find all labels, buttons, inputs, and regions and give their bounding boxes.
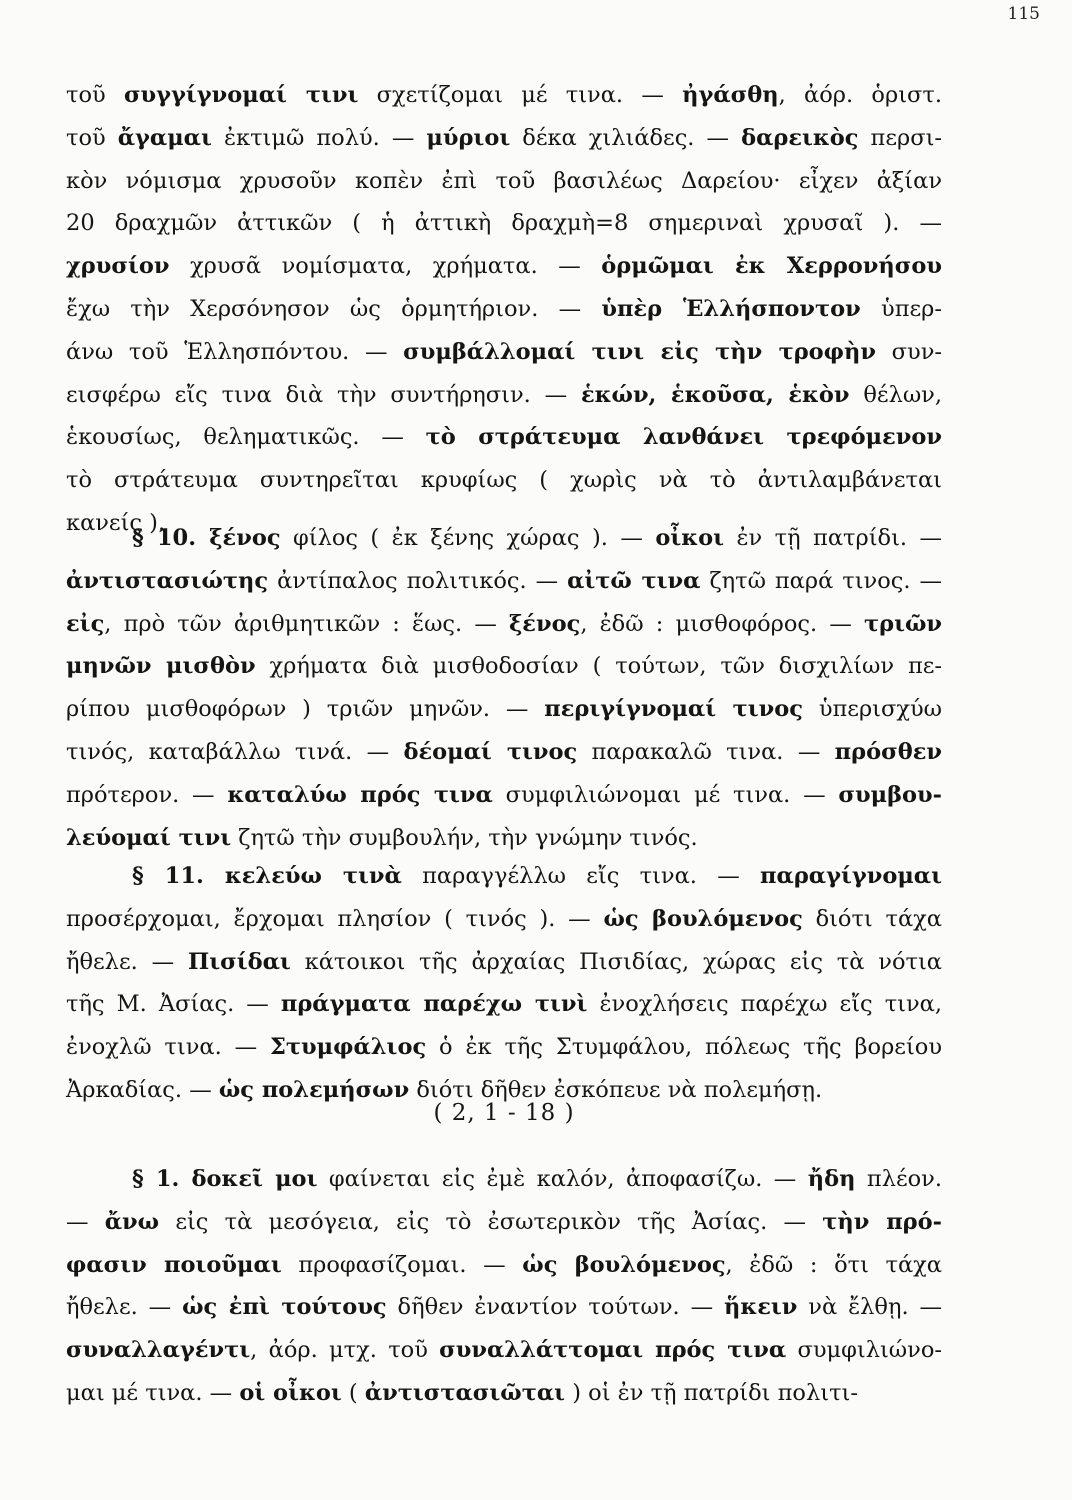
lemma: ὑπὲρ Ἑλλήσποντον xyxy=(601,295,861,322)
lemma: λεύομαί τινι xyxy=(66,824,232,851)
lemma: Στυμφάλιος xyxy=(269,1034,427,1061)
text-line xyxy=(66,645,942,688)
page-number: 115 xyxy=(1007,4,1040,24)
lemma: δέομαί τινος xyxy=(403,738,578,765)
gloss-text: , ἀόρ. μτχ. τοῦ xyxy=(250,1337,440,1364)
gloss-text: εισφέρω εἴς τινα διὰ τὴν συντήρησιν. — xyxy=(66,381,581,408)
lemma: παραγίγνομαι xyxy=(760,863,942,889)
lemma: μηνῶν μισθὸν xyxy=(66,653,256,680)
lemma: ἄνω xyxy=(104,1208,160,1235)
lemma: πράγματα παρέχω τινὶ xyxy=(280,991,588,1018)
text-line xyxy=(66,245,942,288)
gloss-text: ζητῶ τὴν συμβουλήν, τὴν γνώμην τινός. xyxy=(231,824,698,851)
text-line xyxy=(66,517,942,560)
gloss-text: Ἀρκαδίας. — xyxy=(66,1076,219,1103)
gloss-text: σχετίζομαι μέ τινα. — xyxy=(358,82,683,108)
gloss-text: ρίπου μισθοφόρων ) τριῶν μηνῶν. — xyxy=(66,696,545,723)
gloss-text: ἐνοχλήσεις παρέχω εἴς τινα, xyxy=(587,991,942,1018)
lemma: συναλλαγέντι xyxy=(66,1337,251,1364)
gloss-text: προφασίζομαι. — xyxy=(281,1251,523,1278)
lemma: φασιν ποιοῦμαι xyxy=(66,1251,282,1278)
text-line xyxy=(66,74,942,117)
text-line xyxy=(66,941,942,984)
glossary-section-11 xyxy=(66,855,942,1112)
text-line xyxy=(66,817,942,860)
lemma: ἤδη xyxy=(807,1166,856,1192)
text-line xyxy=(66,688,942,731)
lemma: τριῶν xyxy=(863,610,942,637)
gloss-text: συμφιλιώνο- xyxy=(786,1337,942,1364)
gloss-text: ὑπερισχύω xyxy=(803,696,943,723)
lemma: ξένος xyxy=(209,525,281,551)
text-line xyxy=(66,1244,942,1287)
lemma: ἀντιστασιώτης xyxy=(66,567,269,594)
lemma: ὡς βουλόμενος xyxy=(522,1251,726,1278)
gloss-text: 20 δραχμῶν ἀττικῶν ( ἡ ἀττικὴ δραχμὴ=8 σημεριναὶ χρυσαῖ ). — xyxy=(66,210,942,237)
text-line xyxy=(66,331,942,374)
gloss-text: ) οἱ ἐν τῇ πατρίδι πολιτι- xyxy=(565,1379,858,1406)
gloss-text: προσέρχομαι, ἔρχομαι πλησίον ( τινός ). — xyxy=(66,905,604,932)
lemma: συγγίγνομαί τινι xyxy=(123,82,359,108)
lemma: δαρεικὸς xyxy=(741,124,859,151)
lemma: Πισίδαι xyxy=(187,948,291,975)
text-line xyxy=(66,117,942,160)
lemma: καταλύω πρός τινα xyxy=(227,781,493,808)
gloss-text: κάτοικοι τῆς ἀρχαίας Πισιδίας, χώρας εἰς τὰ νότια xyxy=(290,948,942,975)
text-line xyxy=(66,160,942,203)
gloss-text: ἤθελε. — xyxy=(66,948,188,975)
lemma: ὡς ἐπὶ τούτους xyxy=(182,1294,387,1321)
gloss-text: τοῦ xyxy=(66,124,118,151)
lemma: ὡς πολεμήσων xyxy=(218,1076,410,1103)
gloss-text: δέκα χιλιάδες. — xyxy=(510,124,742,151)
lemma: χρυσίον xyxy=(66,253,170,280)
gloss-text: θέλων, xyxy=(849,381,943,408)
text-line xyxy=(66,983,942,1026)
gloss-text: — xyxy=(66,1208,105,1235)
lemma: ἄγαμαι xyxy=(117,124,212,151)
lemma: ξένος xyxy=(508,610,581,637)
gloss-text: , πρὸ τῶν ἀριθμητικῶν : ἕως. — xyxy=(104,610,509,637)
gloss-text: παραγγέλλω εἴς τινα. — xyxy=(401,863,761,889)
section-marker: § 11. xyxy=(132,863,225,889)
text-line xyxy=(66,731,942,774)
lemma: εἰς xyxy=(66,610,105,637)
gloss-text: τὸ στράτευμα συντηρεῖται κρυφίως ( χωρὶς νὰ τὸ ἀντιλαμβάνεται xyxy=(66,467,942,494)
lemma: οἶκοι xyxy=(655,525,724,551)
text-line xyxy=(66,202,942,245)
lemma: περιγίγνομαί τινος xyxy=(544,696,803,723)
gloss-text: δῆθεν ἐναντίον τούτων. — xyxy=(386,1294,724,1321)
gloss-text: ἑκουσίως, θεληματικῶς. — xyxy=(66,424,426,451)
gloss-text: ἐνοχλῶ τινα. — xyxy=(66,1034,270,1061)
text-line xyxy=(66,374,942,417)
glossary-section-1 xyxy=(66,1158,942,1415)
gloss-text: φίλος ( ἐκ ξένης χώρας ). — xyxy=(280,525,656,551)
chapter-heading xyxy=(66,1100,942,1126)
lemma: ἀντιστασιῶται xyxy=(364,1379,566,1406)
section-marker: § 1. xyxy=(132,1166,192,1192)
gloss-text: ἀντίπαλος πολιτικός. — xyxy=(268,567,568,594)
text-line xyxy=(66,774,942,817)
glossary-block-1 xyxy=(66,74,942,545)
gloss-text: διότι δῆθεν ἐσκόπευε νὰ πολεμήσῃ. xyxy=(409,1076,823,1103)
lemma: ἥκειν xyxy=(724,1294,798,1321)
gloss-text: παρακαλῶ τινα. — xyxy=(577,738,835,765)
text-line xyxy=(66,898,942,941)
lemma: δοκεῖ μοι xyxy=(191,1166,318,1192)
gloss-text: ἔχω τὴν Χερσόνησον ὡς ὁρμητήριον. — xyxy=(66,295,602,322)
gloss-text: συμφιλιώνομαι μέ τινα. — xyxy=(492,781,839,808)
chapter-range: ( 2, 1 - 18 ) xyxy=(433,1100,575,1126)
gloss-text: ἐν τῇ πατρίδι. — xyxy=(724,525,943,551)
text-line xyxy=(66,1329,942,1372)
gloss-text: μαι μέ τινα. — xyxy=(66,1379,240,1406)
text-line xyxy=(66,603,942,646)
gloss-text: άνω τοῦ Ἑλλησπόντου. — xyxy=(66,338,404,365)
text-line xyxy=(66,1372,942,1415)
lemma: οἱ οἶκοι xyxy=(239,1379,342,1406)
gloss-text: εἰς τὰ μεσόγεια, εἰς τὸ ἐσωτερικὸν τῆς Ἀσίας. — xyxy=(159,1208,823,1235)
text-line xyxy=(66,1201,942,1244)
gloss-text: , ἐδῶ : μισθοφόρος. — xyxy=(580,610,864,637)
lemma: ὁρμῶμαι ἐκ Χερρονήσου xyxy=(601,253,942,280)
text-line xyxy=(66,1286,942,1329)
gloss-text: περσι- xyxy=(858,124,942,151)
text-line xyxy=(66,416,942,459)
gloss-text: ὑπερ- xyxy=(860,295,942,322)
section-marker: § 10. xyxy=(132,525,210,551)
gloss-text: κὸν νόμισμα χρυσοῦν κοπὲν ἐπὶ τοῦ βασιλέως Δαρείου· εἶχεν ἀξίαν xyxy=(66,167,942,194)
lemma: ἑκών, ἑκοῦσα, ἑκὸν xyxy=(580,381,850,408)
lemma: πρόσθεν xyxy=(834,738,942,765)
lemma: κελεύω τινὰ xyxy=(224,863,402,889)
text-line xyxy=(66,1158,942,1201)
gloss-text: πλέον. xyxy=(855,1166,943,1192)
text-line xyxy=(66,855,942,898)
lemma: συμβου- xyxy=(838,781,942,808)
lemma: τὴν πρό- xyxy=(822,1208,942,1235)
lemma: συναλλάττομαι πρός τινα xyxy=(439,1337,787,1364)
lemma: συμβάλλομαί τινι εἰς τὴν τροφὴν xyxy=(403,338,877,365)
lemma: μύριοι xyxy=(426,124,511,151)
gloss-text: φαίνεται εἰς ἐμὲ καλόν, ἀποφασίζω. — xyxy=(317,1166,808,1192)
gloss-text: χρυσᾶ νομίσματα, χρήματα. — xyxy=(169,253,602,280)
gloss-text: τινός, καταβάλλω τινά. — xyxy=(66,738,404,765)
gloss-text: ζητῶ παρά τινος. — xyxy=(700,567,942,594)
lemma: ὡς βουλόμενος xyxy=(603,905,803,932)
lemma: τὸ στράτευμα λανθάνει τρεφόμενον xyxy=(425,424,943,451)
gloss-text: συν- xyxy=(876,338,942,365)
text-line xyxy=(66,1026,942,1069)
gloss-text: , ἐδῶ : ὅτι τάχα xyxy=(725,1251,942,1278)
text-line xyxy=(66,288,942,331)
gloss-text: κανείς ). xyxy=(66,509,166,536)
lemma: αἰτῶ τινα xyxy=(567,567,701,594)
text-line xyxy=(66,560,942,603)
gloss-text: ( xyxy=(341,1379,365,1406)
gloss-text: διότι τάχα xyxy=(802,905,942,932)
gloss-text: τῆς Μ. Ἀσίας. — xyxy=(66,991,281,1018)
text-line xyxy=(66,459,942,502)
gloss-text: , ἀόρ. ὁριστ. xyxy=(778,82,942,108)
gloss-text: νὰ ἔλθῃ. — xyxy=(797,1294,943,1321)
lemma: ἠγάσθη xyxy=(682,82,779,108)
gloss-text: ἐκτιμῶ πολύ. — xyxy=(211,124,427,151)
gloss-text: ὁ ἐκ τῆς Στυμφάλου, πόλεως τῆς βορείου xyxy=(426,1034,942,1061)
gloss-text: πρότερον. — xyxy=(66,781,228,808)
gloss-text: ἤθελε. — xyxy=(66,1294,183,1321)
glossary-section-10 xyxy=(66,517,942,859)
gloss-text: χρήματα διὰ μισθοδοσίαν ( τούτων, τῶν δισχιλίων πε- xyxy=(255,653,942,680)
gloss-text: τοῦ xyxy=(66,82,124,108)
